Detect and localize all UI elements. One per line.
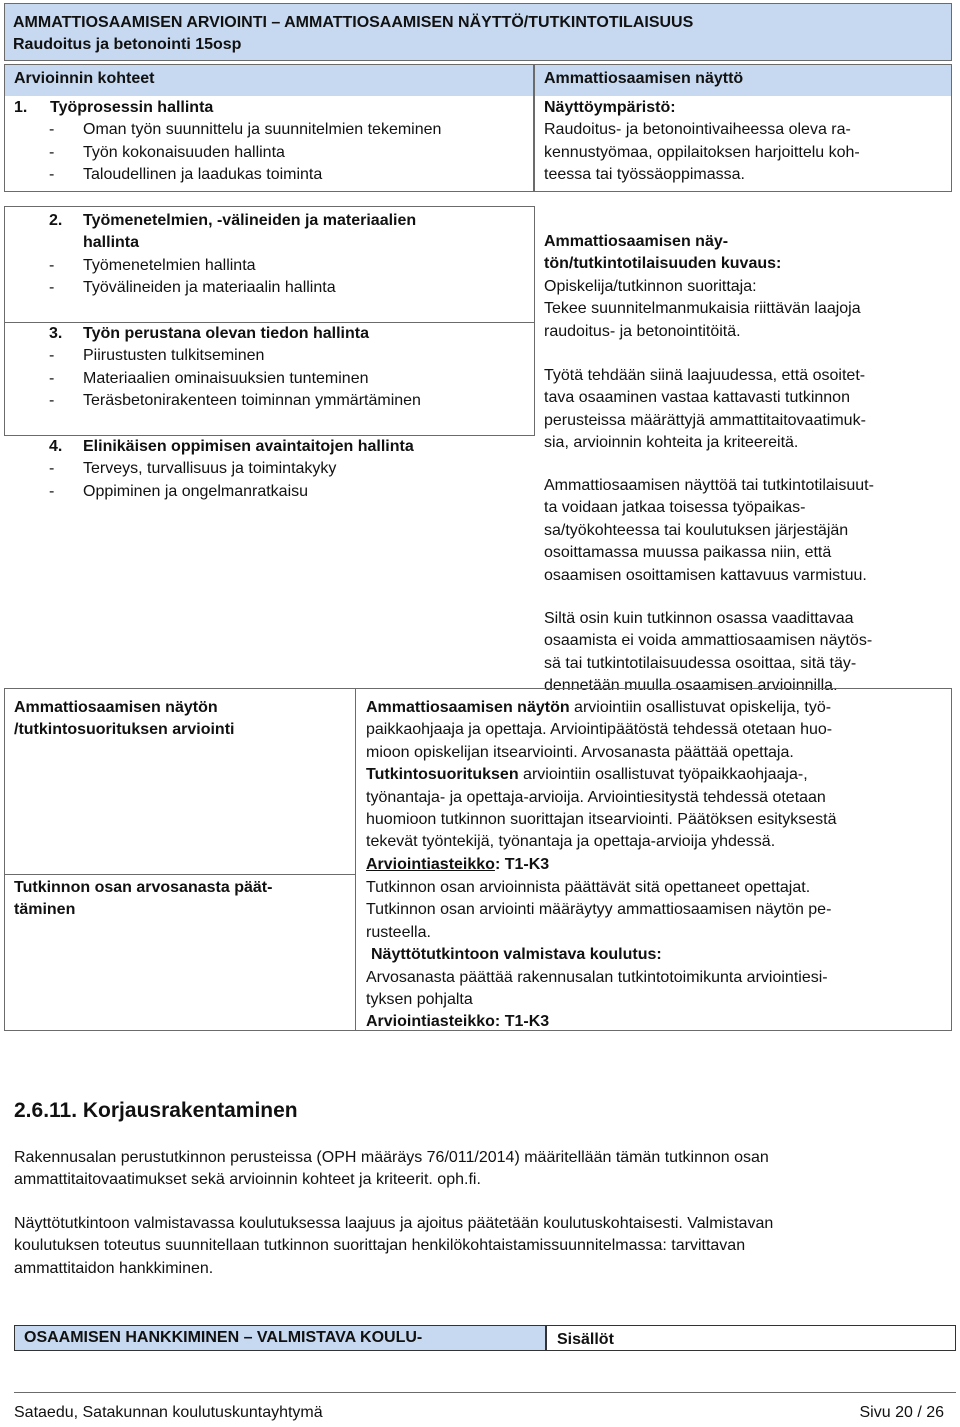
section-title: Työmenetelmien, -välineiden ja materiaalien <box>83 212 417 229</box>
divider <box>534 206 535 436</box>
env-heading: Näyttöympäristö: <box>544 99 676 116</box>
section-title: Työn perustana olevan tiedon hallinta <box>83 325 369 342</box>
divider <box>4 206 535 207</box>
text-line: teessa tai työssäoppimassa. <box>544 166 745 184</box>
text-line: Tutkinnon osan arvioinnista päättävät sitä opettaneet opettajat. <box>366 879 811 896</box>
text-line: Opiskelija/tutkinnon suorittaja: <box>544 277 757 295</box>
paragraph <box>544 365 949 455</box>
paragraph <box>544 608 949 698</box>
text-line: dennetään muulla osaamisen arvioinnilla. <box>544 677 838 695</box>
page-number: Sivu 20 / 26 <box>859 1404 944 1421</box>
nav-link-sisallot[interactable]: Sisällöt <box>546 1325 956 1351</box>
footer-organization: Sataedu, Satakunnan koulutuskuntayhtymä <box>14 1404 323 1421</box>
text-line: perusteissa määrättyjä ammattitaitovaatimuk- <box>544 411 866 429</box>
text-line: työnantaja- ja opettaja-arvioija. Arviointiesitystä tehdessä otetaan <box>366 788 826 806</box>
list-item: Piirustusten tulkitseminen <box>83 347 265 365</box>
assessment-section-4: 4. Elinikäisen oppimisen avaintaitojen hallinta - Terveys, turvallisuus ja toimintakyky - Oppiminen ja ongelmanratkaisu <box>49 438 414 500</box>
text-line: sa/työkohteessa tai koulutuksen järjestäjän <box>544 521 849 539</box>
text-line: paikkaohjaaja ja opettaja. Arviointipäätöstä tehdessä otetaan huo- <box>366 721 833 739</box>
text: arviointiin osallistuvat työpaikkaohjaaja-, <box>518 766 808 784</box>
grade-label <box>14 877 272 922</box>
text-line: Tutkinnon osan arvosanasta päät- <box>14 879 273 896</box>
section-number: 3. <box>49 325 63 342</box>
scale: Arviointiasteikko: T1-K3 <box>366 1013 550 1031</box>
body-paragraph <box>14 1213 954 1280</box>
assessment-section-2: 2. Työmenetelmien, -välineiden ja materiaalien hallinta - Työmenetelmien hallinta - Työvälineiden ja materiaalin hallinta <box>14 210 529 300</box>
text-line: huomioon tutkinnon suorittajan itsearviointi. Päätöksen esityksestä <box>366 811 837 829</box>
assessment-section-3: 3. Työn perustana olevan tiedon hallinta - Piirustusten tulkitseminen - Materiaalien ominaisuuksien tunteminen - Teräsbetonirakenteen toiminnan ymmärtäminen <box>49 325 421 410</box>
divider <box>4 206 5 436</box>
text-line: sä tai tutkintotilaisuudessa osoittaa, sitä täy- <box>544 654 857 672</box>
right-column-header: Ammattiosaamisen näyttö <box>544 70 744 87</box>
text-line: rusteella. <box>366 923 431 941</box>
text-line: Raudoitus- ja betonointivaiheessa oleva ra- <box>544 121 851 139</box>
text-line: Siltä osin kuin tutkinnon osassa vaadittavaa <box>544 610 854 627</box>
desc-heading: tön/tutkintotilaisuuden kuvaus: <box>544 255 782 273</box>
text-line: raudoitus- ja betonointitöitä. <box>544 322 741 340</box>
text-line: kennustyömaa, oppilaitoksen harjoittelu koh- <box>544 143 860 161</box>
text-line: tyksen pohjalta <box>366 991 473 1009</box>
list-item: Oppiminen ja ongelmanratkaisu <box>83 482 309 500</box>
text-line: ammattitaitovaatimukset sekä arvioinnin kohteet ja kriteerit. oph.fi. <box>14 1171 481 1189</box>
demonstration-environment <box>544 97 949 187</box>
desc-heading: Ammattiosaamisen näy- <box>544 233 729 250</box>
text-line: sia, arvioinnin kohteita ja kriteereitä. <box>544 434 799 452</box>
divider <box>355 688 356 1031</box>
section-number: 4. <box>49 438 63 455</box>
table-subtitle: Raudoitus ja betonointi 15osp <box>13 36 242 54</box>
text-line: Tutkinnon osan arviointi määräytyy ammattiosaamisen näytön pe- <box>366 901 832 919</box>
text-line: Tekee suunnitelmanmukaisia riittävän laajoja <box>544 300 861 318</box>
list-item: Työvälineiden ja materiaalin hallinta <box>83 279 336 297</box>
text-line: ta voidaan jatkaa toisessa työpaikas- <box>544 499 806 517</box>
section-title-cont: hallinta <box>83 234 140 252</box>
text-line: Arvosanasta päättää rakennusalan tutkintotoimikunta arviointiesi- <box>366 968 828 986</box>
section-heading: 2.6.11. Korjausrakentaminen <box>14 1099 298 1122</box>
evaluation-label <box>14 697 234 742</box>
section-title: Työprosessin hallinta <box>50 99 214 116</box>
text-line: Työtä tehdään siinä laajuudessa, että osoitet- <box>544 367 866 384</box>
nav-link-osaamisen-hankkiminen[interactable]: OSAAMISEN HANKKIMINEN – VALMISTAVA KOULU- <box>14 1325 546 1351</box>
text-line: tava osaaminen vastaa kattavasti tutkinnon <box>544 389 850 407</box>
grade-text <box>366 877 946 1034</box>
text-line: koulutuksen toteutus suunnitellaan tutkinnon suorittajan henkilökohtaistamissuunnitelmassa: tarvittavan <box>14 1237 746 1255</box>
list-item: Teräsbetonirakenteen toiminnan ymmärtäminen <box>83 392 421 410</box>
text-line: osoittamassa muussa paikassa niin, että <box>544 544 832 562</box>
text-line: mioon opiskelijan itsearviointi. Arvosanasta päättää opettaja. <box>366 743 794 761</box>
text-line: osaamista ei voida ammattiosaamisen näytös- <box>544 632 873 650</box>
list-item: Terveys, turvallisuus ja toimintakyky <box>83 460 337 478</box>
bold-term: Tutkintosuorituksen <box>366 766 519 784</box>
prep-heading: Näyttötutkintoon valmistava koulutus: <box>371 946 662 964</box>
section-title: Elinikäisen oppimisen avaintaitojen hallinta <box>83 438 414 455</box>
divider <box>4 874 356 875</box>
scale-label: Arviointiasteikko <box>366 855 495 873</box>
text-line: tekevät työntekijä, työnantaja ja opettaja-arvioija yhdessä. <box>366 833 776 851</box>
list-item: Materiaalien ominaisuuksien tunteminen <box>83 369 369 387</box>
section-number: 2. <box>49 212 63 229</box>
evaluation-text <box>366 697 946 876</box>
text: arviointiin osallistuvat opiskelija, työ- <box>569 699 832 716</box>
text-line: osaamisen osoittamisen kattavuus varmistuu. <box>544 566 867 584</box>
left-column-header: Arvioinnin kohteet <box>14 70 155 87</box>
text-line: Rakennusalan perustutkinnon perusteissa (OPH määräys 76/011/2014) määritellään tämän tutkinnon osan <box>14 1149 769 1166</box>
text-line: ammattitaidon hankkiminen. <box>14 1259 214 1277</box>
list-item: Taloudellinen ja laadukas toiminta <box>83 166 323 184</box>
list-item: Työn kokonaisuuden hallinta <box>83 143 285 161</box>
body-paragraph <box>14 1147 954 1192</box>
footer-divider <box>14 1392 956 1393</box>
text-line: Ammattiosaamisen näytön <box>14 699 218 716</box>
text-line: /tutkintosuorituksen arviointi <box>14 721 235 739</box>
text-line: täminen <box>14 901 76 919</box>
list-item: Oman työn suunnittelu ja suunnitelmien tekeminen <box>83 121 442 139</box>
list-item: Työmenetelmien hallinta <box>83 256 256 274</box>
paragraph <box>544 475 949 587</box>
bold-term: Ammattiosaamisen näytön <box>366 699 570 716</box>
text-line: Näyttötutkintoon valmistavassa koulutuksessa laajuus ja ajoitus päätetään koulutuskohtaisesti. Valmistavan <box>14 1215 774 1232</box>
table-title-bar <box>4 3 952 61</box>
section-number: 1. <box>14 99 28 116</box>
demonstration-description <box>544 231 949 343</box>
table-title: AMMATTIOSAAMISEN ARVIOINTI – AMMATTIOSAAMISEN NÄYTTÖ/TUTKINTOTILAISUUS <box>13 14 694 31</box>
assessment-section-1: 1. Työprosessin hallinta - Oman työn suunnittelu ja suunnitelmien tekeminen - Työn kokonaisuuden hallinta - Taloudellinen ja laadukas toiminta <box>14 99 442 184</box>
text-line: Ammattiosaamisen näyttöä tai tutkintotilaisuut- <box>544 477 874 494</box>
scale-value: : T1-K3 <box>494 855 550 873</box>
